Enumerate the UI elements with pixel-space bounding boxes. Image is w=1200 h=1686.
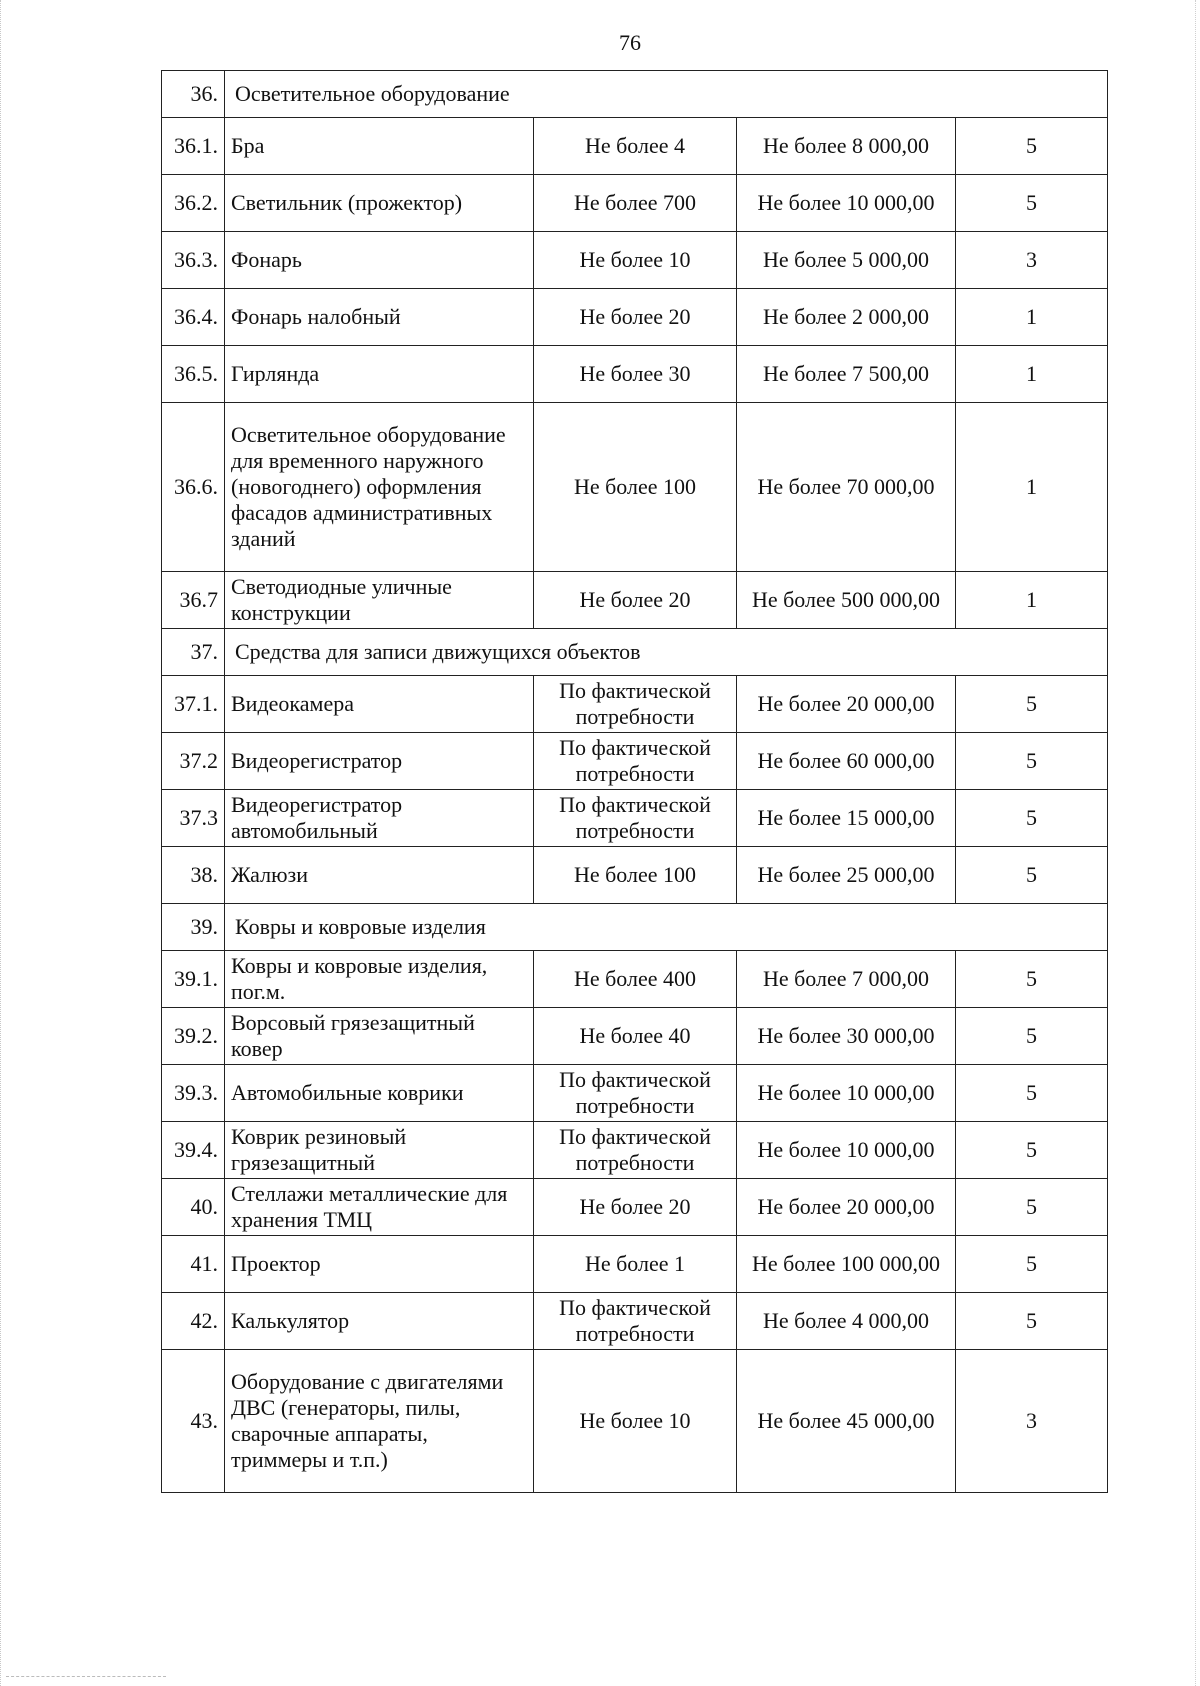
item-term: 5 <box>956 733 1108 790</box>
table-row <box>162 572 1108 629</box>
item-quantity: Не более 20 <box>534 572 737 629</box>
item-price: Не более 7 000,00 <box>737 951 956 1008</box>
item-name: Осветительное оборудование для временного наружного (новогоднего) оформления фасадов административных зданий <box>225 403 534 572</box>
item-price: Не более 500 000,00 <box>737 572 956 629</box>
table-row <box>162 676 1108 733</box>
section-title: Осветительное оборудование <box>225 71 1108 118</box>
section-title: Средства для записи движущихся объектов <box>225 629 1108 676</box>
item-price: Не более 7 500,00 <box>737 346 956 403</box>
item-number: 36.7 <box>162 572 225 629</box>
item-term: 5 <box>956 1122 1108 1179</box>
item-price: Не более 2 000,00 <box>737 289 956 346</box>
scan-left-edge <box>0 0 4 1686</box>
item-price: Не более 8 000,00 <box>737 118 956 175</box>
table-row <box>162 175 1108 232</box>
item-number: 37.1. <box>162 676 225 733</box>
item-term: 1 <box>956 572 1108 629</box>
item-term: 3 <box>956 232 1108 289</box>
item-number: 36.4. <box>162 289 225 346</box>
norms-table <box>161 70 1108 1493</box>
table-row <box>162 847 1108 904</box>
item-number: 41. <box>162 1236 225 1293</box>
item-quantity: Не более 100 <box>534 847 737 904</box>
item-quantity: Не более 10 <box>534 1350 737 1493</box>
item-quantity: Не более 20 <box>534 1179 737 1236</box>
section-number: 36. <box>162 71 225 118</box>
item-name: Фонарь налобный <box>225 289 534 346</box>
item-quantity: По фактической потребности <box>534 1122 737 1179</box>
table-row <box>162 403 1108 572</box>
item-price: Не более 25 000,00 <box>737 847 956 904</box>
item-name: Проектор <box>225 1236 534 1293</box>
item-name: Коврик резиновый грязезащитный <box>225 1122 534 1179</box>
table-row <box>162 1350 1108 1493</box>
item-quantity: Не более 4 <box>534 118 737 175</box>
page-number: 76 <box>619 30 641 55</box>
item-price: Не более 100 000,00 <box>737 1236 956 1293</box>
item-quantity: Не более 10 <box>534 232 737 289</box>
section-number: 39. <box>162 904 225 951</box>
item-name: Бра <box>225 118 534 175</box>
item-quantity: По фактической потребности <box>534 676 737 733</box>
item-price: Не более 30 000,00 <box>737 1008 956 1065</box>
item-name: Ковры и ковровые изделия, пог.м. <box>225 951 534 1008</box>
item-price: Не более 20 000,00 <box>737 676 956 733</box>
item-name: Видеокамера <box>225 676 534 733</box>
item-price: Не более 5 000,00 <box>737 232 956 289</box>
table-row <box>162 346 1108 403</box>
item-quantity: По фактической потребности <box>534 1293 737 1350</box>
item-name: Светодиодные уличные конструкции <box>225 572 534 629</box>
item-quantity: Не более 1 <box>534 1236 737 1293</box>
item-quantity: По фактической потребности <box>534 1065 737 1122</box>
item-name: Гирлянда <box>225 346 534 403</box>
item-quantity: Не более 100 <box>534 403 737 572</box>
item-term: 5 <box>956 175 1108 232</box>
item-number: 36.5. <box>162 346 225 403</box>
item-term: 1 <box>956 289 1108 346</box>
item-name: Жалюзи <box>225 847 534 904</box>
section-header-row <box>162 629 1108 676</box>
item-number: 40. <box>162 1179 225 1236</box>
item-price: Не более 10 000,00 <box>737 1065 956 1122</box>
item-name: Калькулятор <box>225 1293 534 1350</box>
item-number: 38. <box>162 847 225 904</box>
item-number: 39.3. <box>162 1065 225 1122</box>
table-row <box>162 1008 1108 1065</box>
table-row <box>162 951 1108 1008</box>
scan-right-edge <box>1193 0 1196 1686</box>
section-title: Ковры и ковровые изделия <box>225 904 1108 951</box>
item-price: Не более 20 000,00 <box>737 1179 956 1236</box>
section-number: 37. <box>162 629 225 676</box>
item-price: Не более 45 000,00 <box>737 1350 956 1493</box>
item-term: 5 <box>956 1236 1108 1293</box>
item-term: 5 <box>956 847 1108 904</box>
item-price: Не более 60 000,00 <box>737 733 956 790</box>
item-number: 42. <box>162 1293 225 1350</box>
table-row <box>162 232 1108 289</box>
item-price: Не более 4 000,00 <box>737 1293 956 1350</box>
item-quantity: Не более 700 <box>534 175 737 232</box>
scan-bottom-mark <box>6 1676 166 1680</box>
item-name: Фонарь <box>225 232 534 289</box>
item-name: Светильник (прожектор) <box>225 175 534 232</box>
table-body <box>162 71 1108 1493</box>
item-name: Оборудование с двигателями ДВС (генераторы, пилы, сварочные аппараты, триммеры и т.п.) <box>225 1350 534 1493</box>
item-term: 5 <box>956 951 1108 1008</box>
item-number: 36.3. <box>162 232 225 289</box>
item-quantity: Не более 40 <box>534 1008 737 1065</box>
item-number: 36.1. <box>162 118 225 175</box>
item-term: 5 <box>956 118 1108 175</box>
section-header-row <box>162 904 1108 951</box>
item-quantity: Не более 30 <box>534 346 737 403</box>
table-row <box>162 1122 1108 1179</box>
item-term: 1 <box>956 346 1108 403</box>
item-quantity: По фактической потребности <box>534 733 737 790</box>
item-quantity: Не более 20 <box>534 289 737 346</box>
item-number: 37.3 <box>162 790 225 847</box>
table-row <box>162 289 1108 346</box>
item-term: 5 <box>956 1008 1108 1065</box>
item-name: Стеллажи металлические для хранения ТМЦ <box>225 1179 534 1236</box>
item-quantity: По фактической потребности <box>534 790 737 847</box>
table-row <box>162 1293 1108 1350</box>
item-number: 37.2 <box>162 733 225 790</box>
table-row <box>162 790 1108 847</box>
item-price: Не более 70 000,00 <box>737 403 956 572</box>
item-term: 5 <box>956 676 1108 733</box>
item-number: 36.6. <box>162 403 225 572</box>
item-term: 1 <box>956 403 1108 572</box>
item-quantity: Не более 400 <box>534 951 737 1008</box>
item-term: 5 <box>956 1293 1108 1350</box>
item-price: Не более 10 000,00 <box>737 175 956 232</box>
table-row <box>162 1065 1108 1122</box>
item-number: 39.2. <box>162 1008 225 1065</box>
table-row <box>162 1236 1108 1293</box>
table-row <box>162 733 1108 790</box>
table-row <box>162 118 1108 175</box>
item-term: 3 <box>956 1350 1108 1493</box>
section-header-row <box>162 71 1108 118</box>
item-term: 5 <box>956 790 1108 847</box>
item-term: 5 <box>956 1065 1108 1122</box>
table-row <box>162 1179 1108 1236</box>
item-name: Автомобильные коврики <box>225 1065 534 1122</box>
item-name: Ворсовый грязезащитный ковер <box>225 1008 534 1065</box>
item-price: Не более 15 000,00 <box>737 790 956 847</box>
item-number: 36.2. <box>162 175 225 232</box>
item-name: Видеорегистратор автомобильный <box>225 790 534 847</box>
item-name: Видеорегистратор <box>225 733 534 790</box>
item-price: Не более 10 000,00 <box>737 1122 956 1179</box>
item-term: 5 <box>956 1179 1108 1236</box>
item-number: 39.4. <box>162 1122 225 1179</box>
item-number: 39.1. <box>162 951 225 1008</box>
item-number: 43. <box>162 1350 225 1493</box>
